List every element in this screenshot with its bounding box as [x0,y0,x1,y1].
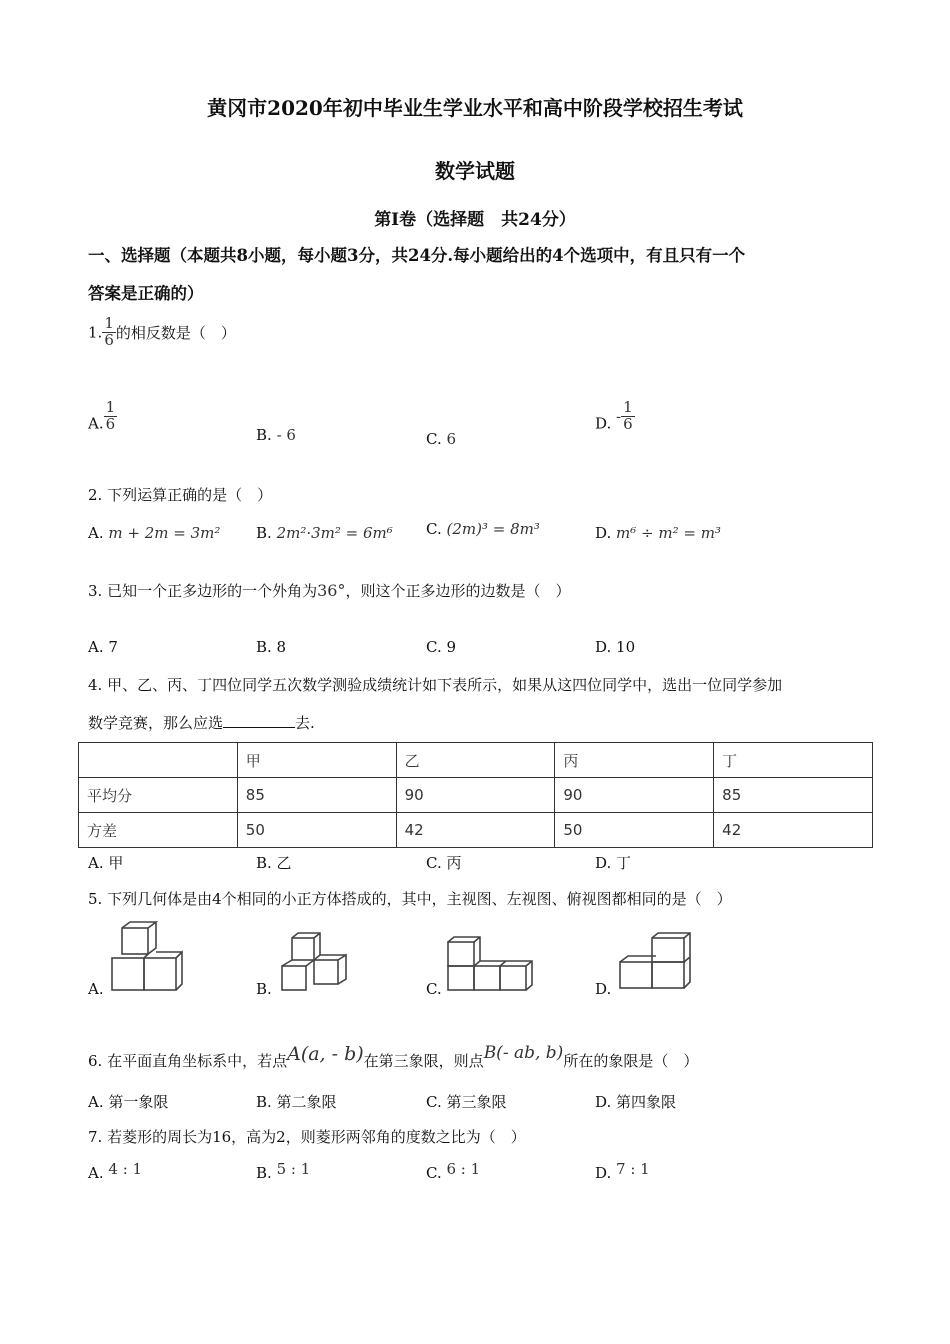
table-header-row [79,743,873,778]
table-header-cell: 丙 [555,743,714,778]
q5-option-b-label[interactable]: B. [256,980,272,998]
q1-option-c[interactable]: C. 6 [426,430,457,448]
table-row [79,778,873,813]
table-cell: 42 [396,813,555,848]
q4-option-c[interactable]: C. 丙 [426,854,462,872]
table-header-cell [79,743,238,778]
fraction-one-sixth: $\frac{1}{6}$ [104,314,114,349]
point-a: A(a, - b) [287,1043,364,1065]
exam-title: 黄冈市2020年初中毕业生学业水平和高中阶段学校招生考试 [207,96,743,120]
q6-option-d[interactable]: D. 第四象限 [595,1093,677,1111]
q4-option-b[interactable]: B. 乙 [256,854,292,872]
table-row [79,813,873,848]
question-5: 5. 下列几何体是由4个相同的小正方体搭成的，其中，主视图、左视图、俯视图都相同的是（ ） [88,890,732,908]
q1-option-b[interactable]: B. - 6 [256,426,296,444]
table-cell: 平均分 [79,778,238,813]
q5-option-c-label[interactable]: C. [426,980,442,998]
exam-subtitle: 数学试题 [435,159,515,183]
table-cell: 50 [237,813,396,848]
table-cell: 90 [396,778,555,813]
cube-solid-d-icon[interactable] [616,930,696,994]
cube-solid-a-icon[interactable] [108,920,188,996]
question-1 [88,316,236,349]
point-b: B(- ab, b) [483,1043,564,1063]
section-instruction-line2: 答案是正确的） [88,284,204,303]
q6-option-c[interactable]: C. 第三象限 [426,1093,507,1111]
section-instruction-line1: 一、选择题（本题共8小题，每小题3分，共24分.每小题给出的4个选项中，有且只有一个 [88,246,746,265]
q7-option-d[interactable]: D. 7 : 1 [595,1160,650,1182]
q3-option-b[interactable]: B. 8 [256,638,287,656]
q3-option-a[interactable]: A. 7 [88,638,118,656]
cube-solid-b-icon[interactable] [278,930,354,994]
question-7: 7. 若菱形的周长为16，高为2，则菱形两邻角的度数之比为（ ） [88,1128,526,1146]
q2-option-d[interactable]: D. m⁶ ÷ m² = m³ [595,524,721,542]
question-4-line2: 数学竞赛，那么应选 去. [88,714,315,732]
q5-option-d-label[interactable]: D. [595,980,612,998]
q2-option-a[interactable]: A. m + 2m = 3m² [88,524,221,542]
score-table [78,742,873,848]
question-3: 3. 已知一个正多边形的一个外角为36°，则这个正多边形的边数是（ ） [88,581,571,600]
q7-option-c[interactable]: C. 6 : 1 [426,1160,481,1182]
q2-option-b[interactable]: B. 2m²·3m² = 6m⁶ [256,524,393,542]
cube-solid-c-icon[interactable] [446,934,536,994]
q1-option-a[interactable]: A. $\frac{1}{6}$ [88,398,116,433]
q3-option-c[interactable]: C. 9 [426,638,457,656]
option-fraction: $\frac{1}{6}$ [105,398,116,433]
q3-option-d[interactable]: D. 10 [595,638,636,656]
option-fraction: $\frac{1}{6}$ [623,398,633,433]
table-header-cell: 丁 [714,743,873,778]
table-header-cell: 甲 [237,743,396,778]
q1-option-d[interactable]: D. - $\frac{1}{6}$ [595,398,633,433]
table-cell: 90 [555,778,714,813]
table-header-cell: 乙 [396,743,555,778]
question-2: 2. 下列运算正确的是（ ） [88,486,273,504]
question-text: 的相反数是（ ） [115,323,236,342]
question-number: 1. [88,323,103,342]
q2-option-c[interactable]: C. (2m)³ = 8m³ [426,520,540,538]
table-cell: 50 [555,813,714,848]
answer-blank[interactable] [223,713,295,728]
table-cell: 85 [237,778,396,813]
q7-option-a[interactable]: A. 4 : 1 [88,1160,143,1182]
table-cell: 42 [714,813,873,848]
q4-option-a[interactable]: A. 甲 [88,854,124,872]
q6-option-b[interactable]: B. 第二象限 [256,1093,337,1111]
table-cell: 85 [714,778,873,813]
question-4-line1: 4. 甲、乙、丙、丁四位同学五次数学测验成绩统计如下表所示，如果从这四位同学中，选出一位同学参加 [88,676,783,694]
angle-value: 36° [317,581,346,600]
part-heading: 第Ⅰ卷（选择题 共24分） [374,210,576,230]
table-cell: 方差 [79,813,238,848]
q5-option-a-label[interactable]: A. [88,980,104,998]
question-6: 6. 在平面直角坐标系中，若点A(a, - b)在第三象限，则点B(- ab, b)所在的象限是（ ） [88,1043,699,1070]
q4-option-d[interactable]: D. 丁 [595,854,632,872]
q7-option-b[interactable]: B. 5 : 1 [256,1160,311,1182]
q6-option-a[interactable]: A. 第一象限 [88,1093,169,1111]
